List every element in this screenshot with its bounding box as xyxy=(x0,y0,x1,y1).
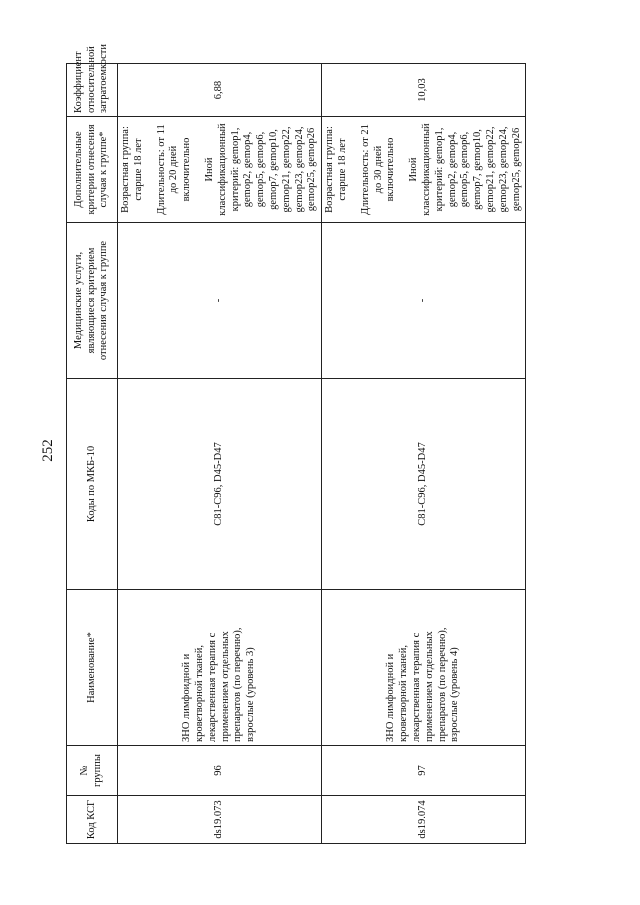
rotated-table-wrapper xyxy=(66,44,522,844)
cell-ksg-code: ds19.073 xyxy=(118,796,322,844)
criteria-age: Возрастная группа: старше 18 лет xyxy=(120,126,144,213)
header-extra-criteria: Дополнительные критерии отнесения случая к группе* xyxy=(67,117,118,223)
cell-ksg-code: ds19.074 xyxy=(322,796,526,844)
cell-extra-criteria xyxy=(118,117,322,223)
cell-mkb-codes: C81-C96, D45-D47 xyxy=(322,379,526,590)
cell-group-no: 96 xyxy=(118,746,322,796)
ksg-table xyxy=(66,44,526,844)
header-mkb-codes: Коды по МКБ-10 xyxy=(67,379,118,590)
cell-name: ЗНО лимфоидной и кроветворной тканей, лекарственная терапия с применением отдельных препаратов (по перечню), взрослые (уровень 4) xyxy=(322,590,526,746)
criteria-age: Возрастная группа: старше 18 лет xyxy=(324,126,348,213)
cell-group-no: 97 xyxy=(322,746,526,796)
criteria-duration: Длительность: от 11 до 20 дней включительно xyxy=(155,124,193,215)
cell-med-services: - xyxy=(118,223,322,379)
cell-med-services: - xyxy=(322,223,526,379)
table-row xyxy=(118,64,322,844)
cell-mkb-codes: C81-C96, D45-D47 xyxy=(118,379,322,590)
criteria-other: Иной классификационный критерий: gemop1, gemop2, gemop4, gemop5, gemop6, gemop7, gemop10, gemop21, gemop22, gemop23, gemop24, gemop25, gemop26 xyxy=(203,123,318,216)
header-name: Наименование* xyxy=(67,590,118,746)
page-number: 252 xyxy=(39,439,56,462)
header-med-services: Медицинские услуги, являющиеся критерием отнесения случая к группе xyxy=(67,223,118,379)
cell-coefficient: 6,88 xyxy=(118,64,322,117)
cell-extra-criteria xyxy=(322,117,526,223)
cell-name: ЗНО лимфоидной и кроветворной тканей, лекарственная терапия с применением отдельных препаратов (по перечню), взрослые (уровень 3) xyxy=(118,590,322,746)
header-group-no: № группы xyxy=(67,746,118,796)
table-row xyxy=(322,64,526,844)
criteria-other: Иной классификационный критерий: gemop1, gemop2, gemop4, gemop5, gemop6, gemop7, gemop10, gemop21, gemop22, gemop23, gemop24, gemop25, gemop26 xyxy=(408,123,522,216)
header-ksg-code: Код КСГ xyxy=(67,796,118,844)
cell-coefficient: 10,03 xyxy=(322,64,526,117)
criteria-duration: Длительность: от 21 до 30 дней включительно xyxy=(359,124,397,215)
header-coefficient: Коэффициент относительной затратоемкости xyxy=(67,64,118,117)
header-row xyxy=(67,64,118,844)
